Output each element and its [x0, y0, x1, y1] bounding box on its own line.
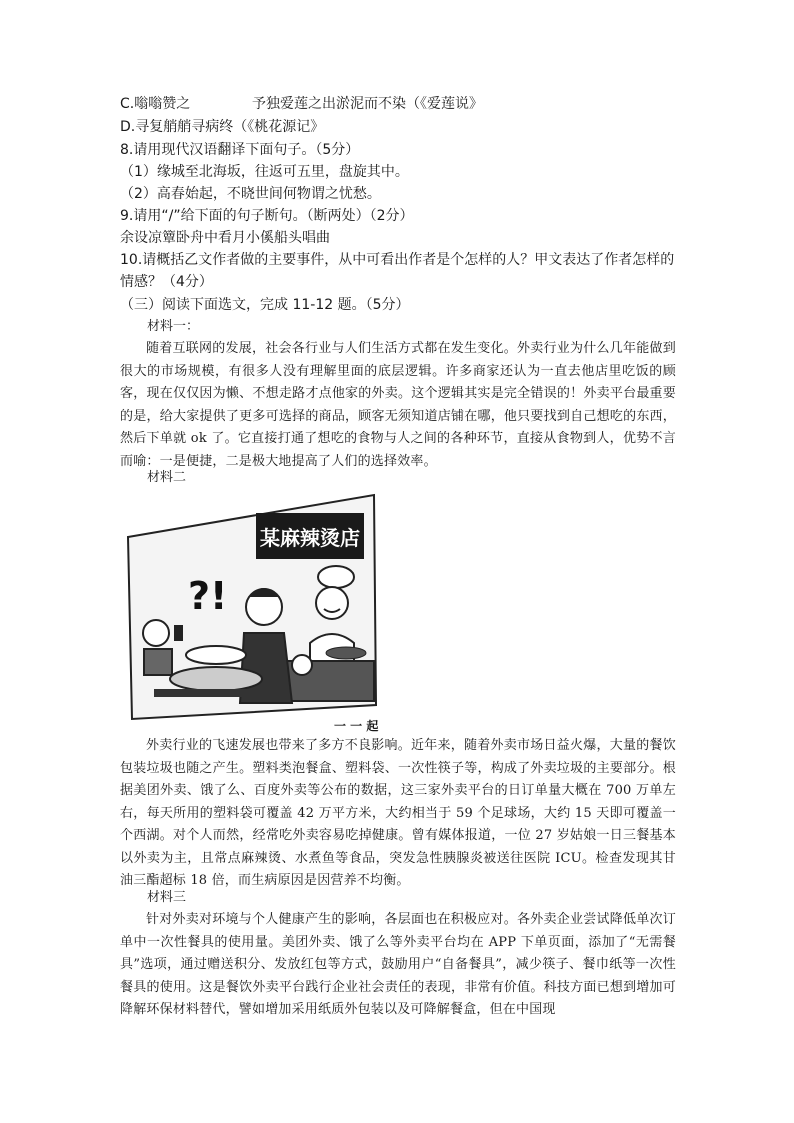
option-d-text: D.寻复艄艄寻病终（《桃花源记》	[120, 119, 325, 135]
shop-sign-text: 某麻辣烫店	[260, 526, 360, 550]
question-10-line1: 10.请概括乙文作者做的主要事件，从中可看出作者是个怎样的人？甲文表达了作者怎样的	[120, 252, 675, 268]
option-c-label: C.嗡嗡赞之	[120, 96, 191, 112]
material-1-text: 随着互联网的发展，社会各行业与人们生活方式都在发生变化。外卖行业为什么几年能做到很大的市场规模，有很多人没有理解里面的底层逻辑。许多商家还认为一直去他店里吃饭的顾客，现在仅仅因为懒、不想走路才点他家的外卖。这个逻辑其实是完全错误的！外卖平台最重要的是，给大家提供了更多可选择的商品，顾客无须知道店铺在哪，他只要找到自己想吃的东西，然后下单就 ok 了。它直接打通了想吃的食物与人之间的各种环节，直接从食物到人，优势不言而喻：一是便捷，二是极大地提高了人们的选择效率。	[120, 341, 676, 469]
option-c-text: 予独爱莲之出淤泥而不染（《爱莲说》	[252, 96, 483, 112]
question-10-line2: 情感？（4分）	[120, 274, 213, 290]
question-8-sub1: （1）缘城至北海坂，往返可五里，盘旋其中。	[120, 164, 409, 180]
cartoon-image	[124, 493, 378, 721]
material-2-label: 材料二	[147, 470, 187, 485]
question-9: 9.请用“/”给下面的句子断句。（断两处）（2分）	[120, 208, 414, 224]
material-3-text: 针对外卖对环境与个人健康产生的影响，各层面也在积极应对。各外卖企业尝试降低单次订单中一次性餐具的使用量。美团外卖、饿了么等外卖平台均在 APP 下单页面，添加了“无需餐具”选项，通过赠送积分、发放红包等方式，鼓励用户“自备餐具”，减少筷子、餐巾纸等一次性餐具的使用。这是餐饮外卖平台践行企业社会责任的表现，非常有价值。科技方面已想到增加可降解环保材料替代，譬如增加采用纸质外包装以及可降解餐盒，但在中国现	[120, 912, 676, 1017]
question-9-text: 余设凉簟卧舟中看月小傒船头唱曲	[120, 230, 330, 246]
material-2-text: 外卖行业的飞速发展也带来了多方不良影响。近年来，随着外卖市场日益火爆，大量的餐饮包装垃圾也随之产生。塑料类泡餐盒、塑料袋、一次性筷子等，构成了外卖垃圾的主要部分。根据美团外卖、饿了么、百度外卖等公布的数据，这三家外卖平台的日订单量大概在 700 万单左右，每天所用的塑料袋可覆盖 42 万平方米，大约相当于 59 个足球场，大约 15 天即可覆盖一个西湖。对个人而然，经常吃外卖容易吃掉健康。曾有媒体报道，一位 27 岁姑娘一日三餐基本以外卖为主，且常点麻辣烫、水煮鱼等食品，突发急性胰腺炎被送往医院 ICU。检查发现其甘油三酯超标 18 倍，而生病原因是因营养不均衡。	[120, 738, 676, 888]
section-3-heading: （三）阅读下面选文，完成 11-12 题。（5分）	[120, 297, 410, 313]
material-3-label: 材料三	[147, 890, 187, 905]
cartoon-caption: 一 一 起	[334, 719, 379, 733]
question-8: 8.请用现代汉语翻译下面句子。（5分）	[120, 142, 360, 158]
material-1-label: 材料一：	[147, 319, 200, 334]
exclaim-mark: ?!	[188, 574, 228, 618]
question-8-sub2: （2）高春始起，不晓世间何物谓之忧愁。	[120, 186, 381, 202]
